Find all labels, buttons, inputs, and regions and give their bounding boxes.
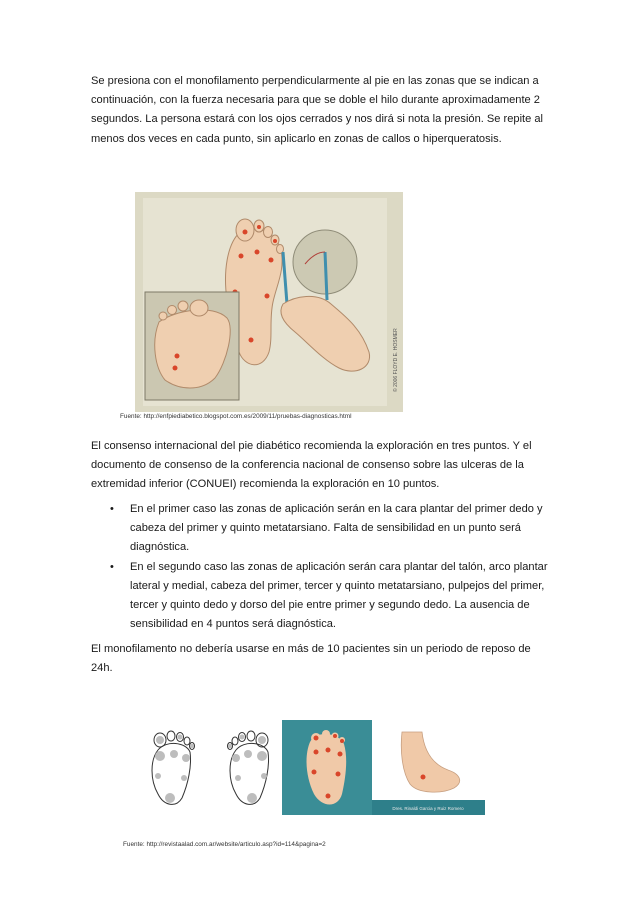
test-point (269, 258, 274, 263)
photo-toe (322, 730, 330, 738)
test-point (243, 230, 248, 235)
test-point (273, 239, 277, 243)
monofilament-handle (325, 252, 327, 300)
toe-3 (264, 227, 273, 238)
dorsum-toe (178, 301, 188, 311)
foot-photographs (282, 720, 485, 815)
test-point (239, 254, 244, 259)
photo-label: Dres. Rinaldi Garcia y Ruiz Romero (392, 806, 464, 811)
test-point (173, 366, 178, 371)
paragraph-procedure: Se presiona con el monofilamento perpendicularmente al pie en las zonas que se indican a continuación, con la fuerza necesaria para que se doble el hilo durante aproximadamente 2 segundos. La persona estará con los ojos cerrados y nos dirá si nota la presión. Se repite al menos dos veces en cada punto, sin aplicarlo en zonas de callos o hiperqueratosis. (91, 75, 544, 145)
foot-diagram-drawings (136, 720, 282, 815)
test-point (175, 354, 180, 359)
test-point (265, 294, 270, 299)
dorsum-toe (159, 312, 167, 320)
test-point (257, 225, 261, 229)
bullet-icon: • (110, 560, 114, 573)
figure-2-caption: Fuente: http://revistaalad.com.ar/website/articulo.asp?id=114&pagina=2 (123, 841, 326, 848)
test-point (255, 250, 260, 255)
drawing-background (136, 720, 282, 815)
photo-dorsum-point (421, 775, 426, 780)
list-item-text: En el primer caso las zonas de aplicación serán en la cara plantar del primer dedo y cabeza del primer y quinto metatarsiano. Falta de sensibilidad en un punto será diagnóstica. (130, 503, 543, 554)
dorsum-toe (168, 306, 177, 315)
list-item-text: En el segundo caso las zonas de aplicación serán cara plantar del talón, arco plantar lateral y medial, cabeza del primer, tercer y quinto metatarsiano, pulpejos del primer, tercer y quinto dedo y dorso del pie entre primer y segundo dedo. La ausencia de sensibilidad en 4 puntos será diagnóstica. (130, 560, 548, 631)
paragraph-usage-note: El monofilamento no debería usarse en más de 10 pacientes sin un periodo de reposo de 24h. (91, 643, 531, 675)
test-point (249, 338, 254, 343)
bullet-icon: • (110, 503, 114, 515)
monofilament-illustration (135, 192, 403, 412)
figure-1-caption: Fuente: http://enfpiediabetico.blogspot.com.es/2009/11/pruebas-diagnosticas.html (120, 413, 352, 420)
dorsum-big-toe (190, 300, 208, 316)
bullet-list (91, 500, 551, 634)
list-item (91, 558, 551, 635)
copyright-text: © 2006 FLOYD E. HOSMER (393, 328, 399, 392)
list-item (91, 500, 551, 558)
paragraph-consensus: El consenso internacional del pie diabético recomienda la exploración en tres puntos. Y el documento de consenso de la conferencia nacional de consenso sobre las ulceras de la extremidad inferior (CONUEI) recomienda la exploración en 10 puntos. (91, 440, 532, 491)
